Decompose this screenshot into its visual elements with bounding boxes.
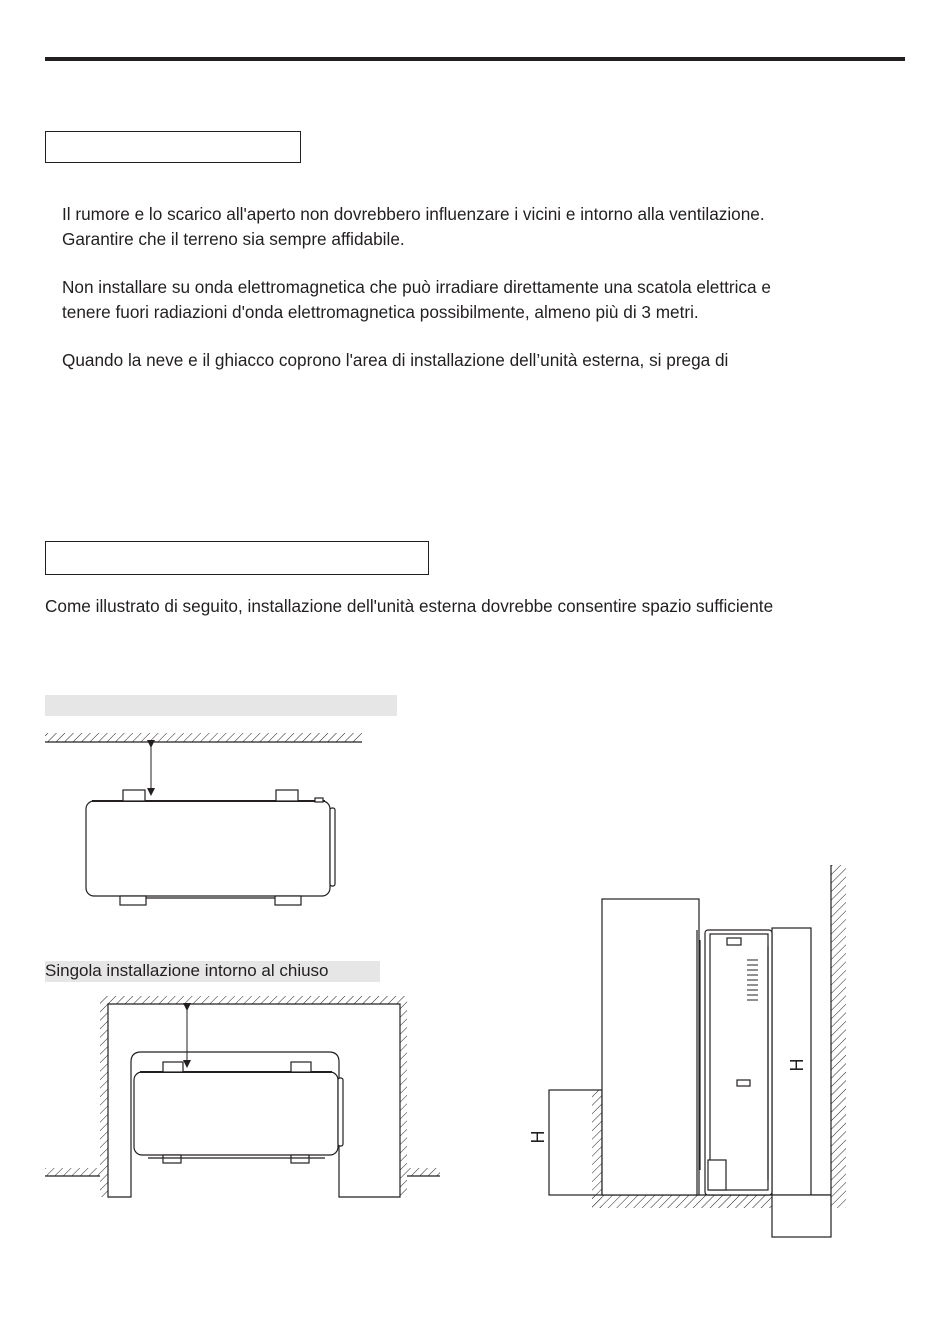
caption-closed-installation: Singola installazione intorno al chiuso bbox=[45, 961, 329, 980]
label-h-left: H bbox=[528, 1130, 548, 1144]
outdoor-unit-side-view bbox=[700, 930, 772, 1195]
paragraph-space-intro: Come illustrato di seguito, installazione dell'unità esterna dovrebbe consentire spazio sufficiente bbox=[45, 596, 774, 616]
label-h-right: H bbox=[787, 1058, 807, 1072]
paragraph-electromagnetic: Non installare su onda elettromagnetica che può irradiare direttamente una scatola elettrica e tenere fuori radiazioni d'onda elettromagnetica possibilmente, almeno più di 3 metri. bbox=[62, 277, 771, 322]
tall-obstacle bbox=[602, 899, 699, 1195]
paragraph-snow: Quando la neve e il ghiacco coprono l'area di installazione dell’unità esterna, si prega di bbox=[62, 350, 729, 370]
wall-right bbox=[831, 865, 846, 1208]
paragraph-noise: Il rumore e lo scarico all'aperto non dovrebbero influenzare i vicini e intorno alla ventilazione. Garantire che il terreno sia sempre affidabile. bbox=[62, 204, 765, 249]
